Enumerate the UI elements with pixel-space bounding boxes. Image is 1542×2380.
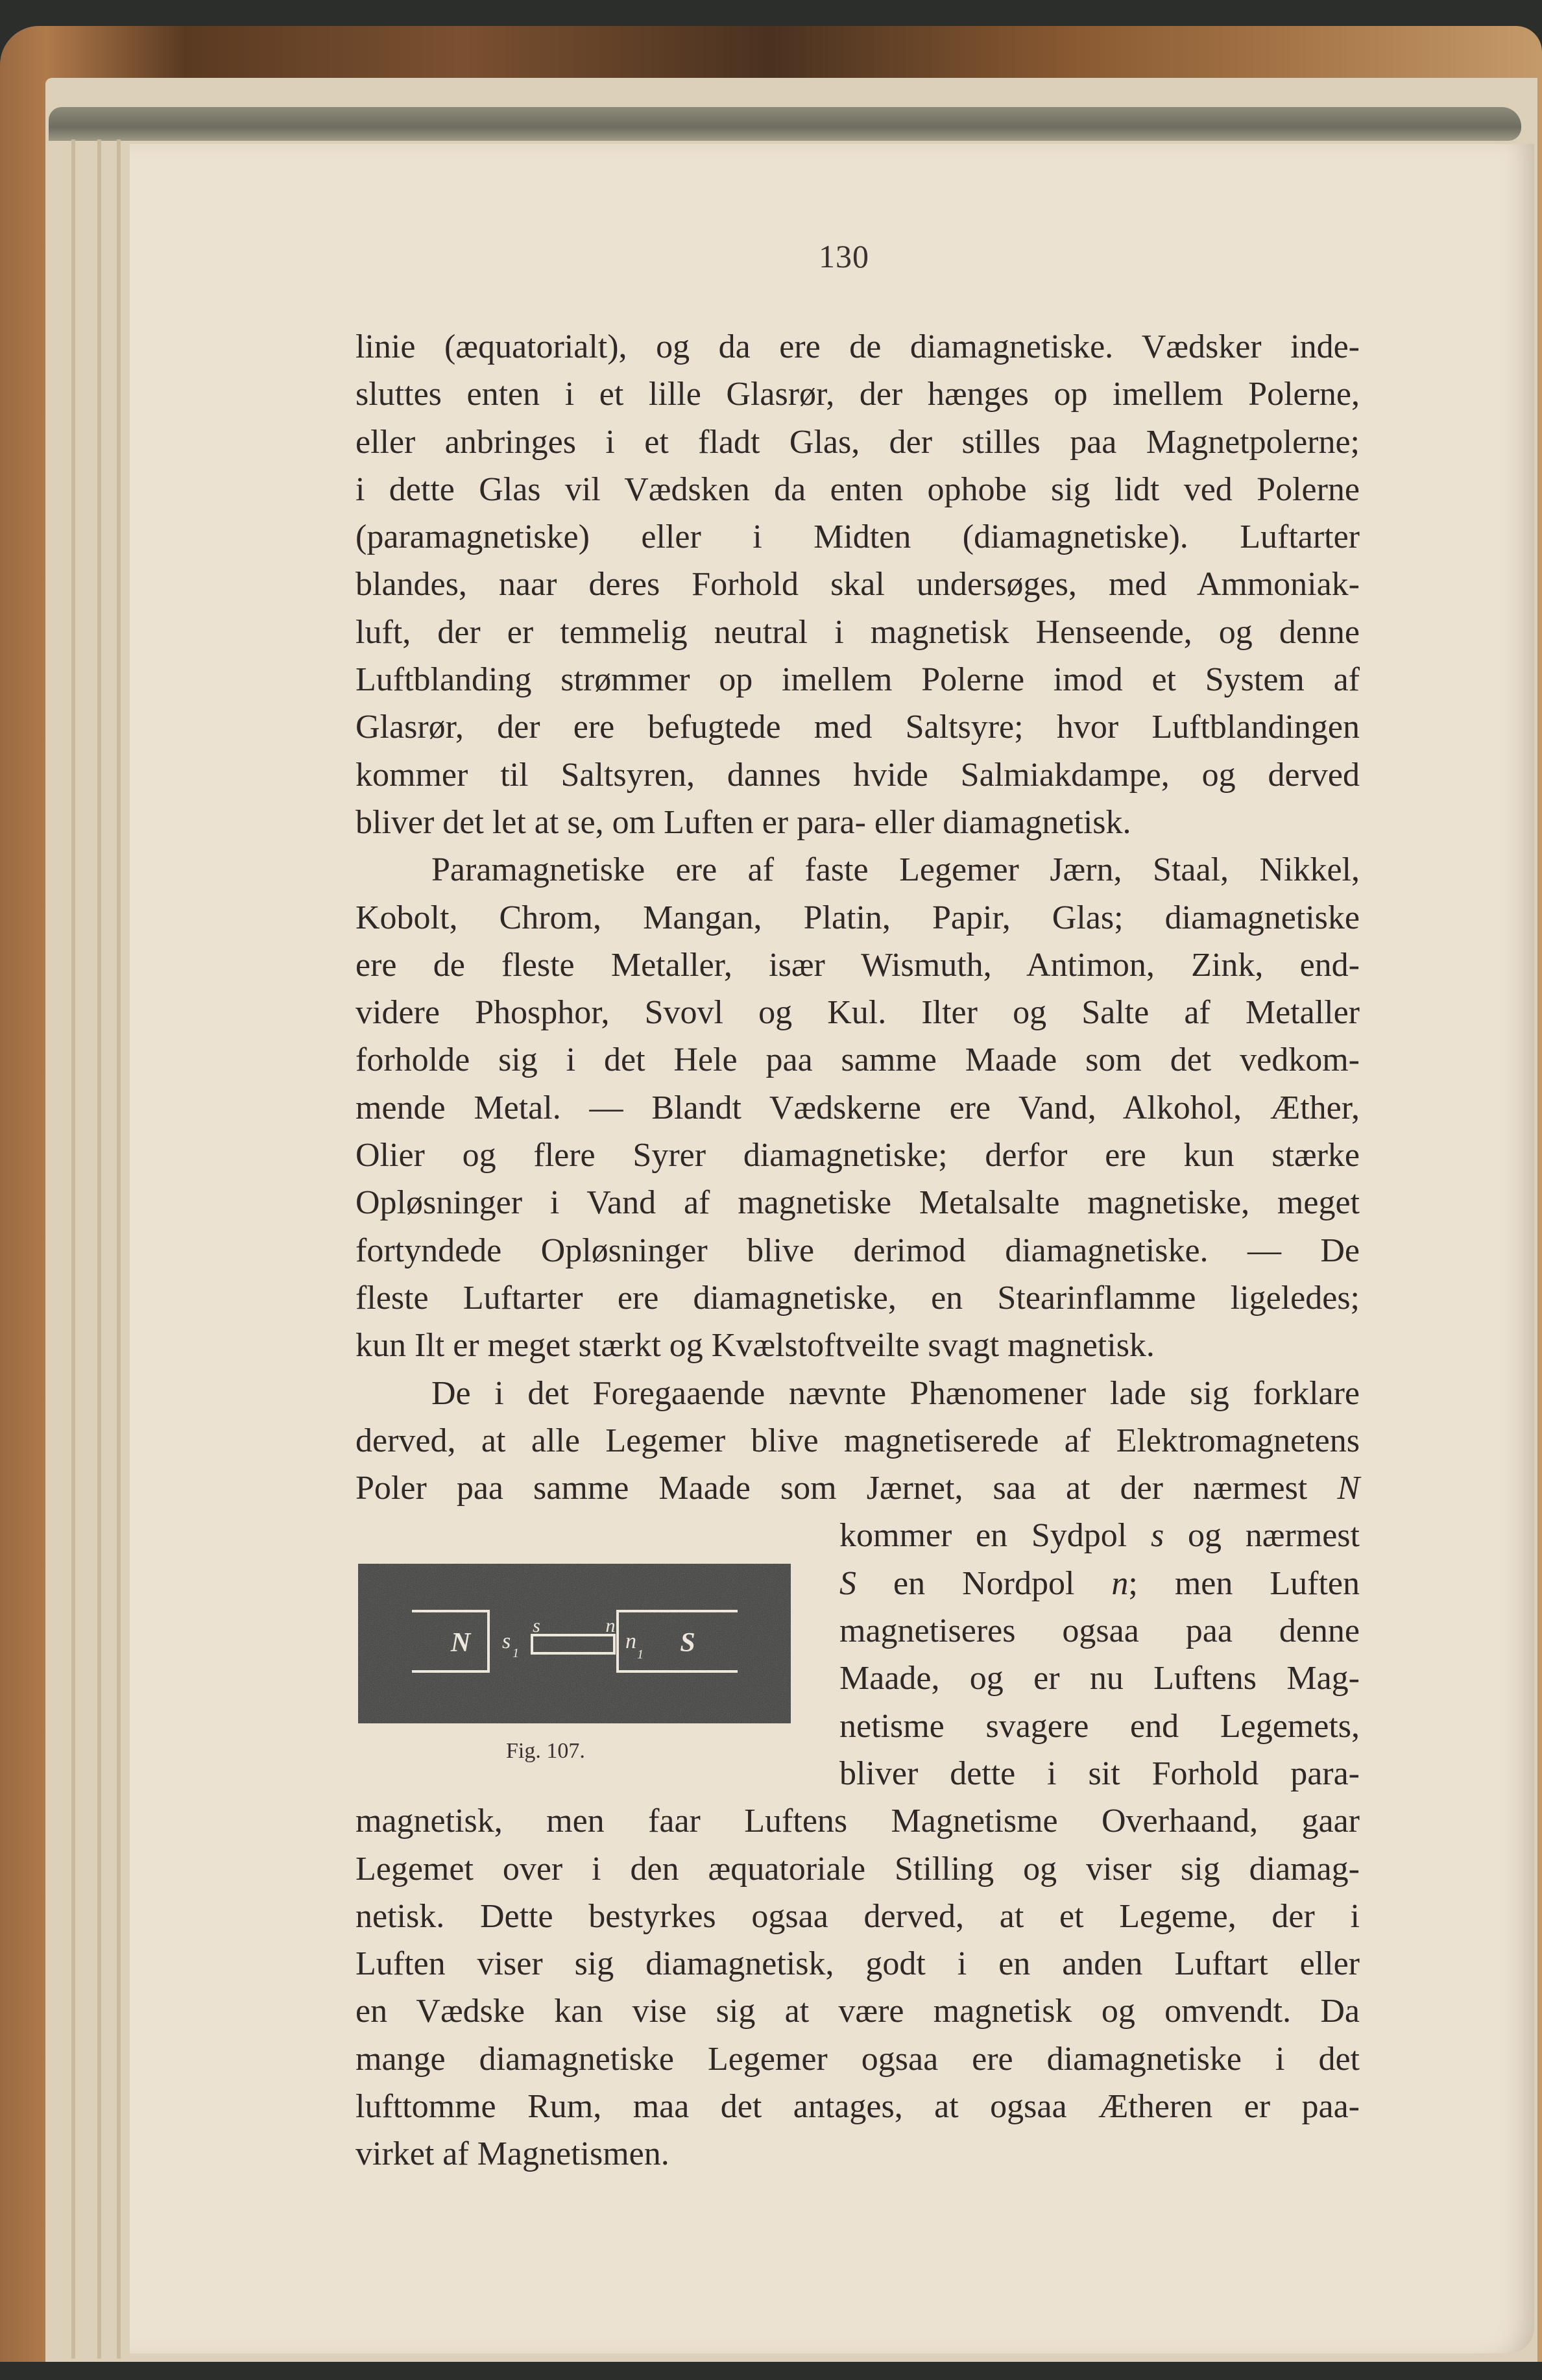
bar-s-label: s — [533, 1615, 540, 1636]
text-line: Luften viser sig diamagnetisk, godt i en anden Luftart eller — [355, 1945, 1360, 1983]
text-line: kommer til Saltsyren, dannes hvide Salmiakdampe, og derved — [355, 756, 1360, 794]
italic-symbol: s — [1151, 1517, 1164, 1555]
text-line: netisme svagere end Legemets, — [839, 1707, 1360, 1745]
s1-subscript: 1 — [512, 1646, 519, 1660]
text-segment: og nærmest — [1164, 1517, 1360, 1555]
text-line: netisk. Dette bestyrkes ogsaa derved, at et Legeme, der i — [355, 1897, 1360, 1935]
text-line — [839, 1512, 1360, 1559]
text-line: kun Ilt er meget stærkt og Kvælstoftveilte svagt magnetisk. — [355, 1327, 1155, 1365]
text-line: Opløsninger i Vand af magnetiske Metalsalte magnetiske, meget — [355, 1184, 1360, 1222]
italic-symbol: n — [1111, 1564, 1129, 1602]
text-line: bliver dette i sit Forhold para- — [839, 1755, 1360, 1792]
text-line: en Vædske kan vise sig at være magnetisk og omvendt. Da — [355, 1993, 1360, 2030]
text-segment: kommer en Sydpol — [839, 1517, 1151, 1555]
text-line: magnetisk, men faar Luftens Magnetisme Overhaand, gaar — [355, 1803, 1360, 1840]
n1-label: n — [625, 1629, 636, 1653]
text-line: Paramagnetiske ere af faste Legemer Jærn, Staal, Nikkel, — [431, 851, 1360, 889]
text-line: i dette Glas vil Vædsken da enten ophobe sig lidt ved Polerne — [355, 470, 1360, 508]
text-line: derved, at alle Legemer blive magnetiserede af Elektromagnetens — [355, 1422, 1360, 1459]
text-line: Luftblanding strømmer op imellem Polerne imod et System af — [355, 661, 1360, 699]
figure-caption: Fig. 107. — [506, 1739, 585, 1763]
text-line — [839, 1560, 1360, 1607]
text-line — [355, 1464, 1360, 1512]
book-headband — [49, 107, 1521, 141]
figure-107-magnet-diagram — [358, 1564, 791, 1723]
text-line: mange diamagnetiske Legemer ogsaa ere diamagnetiske i det — [355, 2040, 1360, 2078]
text-line: De i det Foregaaende nævnte Phænomener lade sig forklare — [431, 1374, 1360, 1412]
text-segment: Poler paa samme Maade som Jærnet, saa at der nærmest — [355, 1470, 1338, 1507]
text-line: videre Phosphor, Svovl og Kul. Ilter og Salte af Metaller — [355, 994, 1360, 1032]
n1-subscript: 1 — [637, 1647, 644, 1662]
text-line: blandes, naar deres Forhold skal undersøges, med Ammoniak- — [355, 566, 1360, 603]
italic-symbol: S — [839, 1564, 856, 1602]
text-line: virket af Magnetismen. — [355, 2135, 669, 2173]
text-line: ere de fleste Metaller, især Wismuth, Antimon, Zink, end- — [355, 946, 1360, 984]
text-segment: en Nordpol — [856, 1564, 1112, 1602]
page-number: 130 — [819, 238, 869, 274]
text-line: fleste Luftarter ere diamagnetiske, en Stearinflamme ligeledes; — [355, 1279, 1360, 1317]
text-line: lufttomme Rum, maa det antages, at ogsaa Ætheren er paa- — [355, 2087, 1360, 2125]
text-line: Kobolt, Chrom, Mangan, Platin, Papir, Glas; diamagnetiske — [355, 899, 1360, 936]
text-line: magnetiseres ogsaa paa denne — [839, 1612, 1360, 1650]
text-segment: ; men Luften — [1128, 1564, 1360, 1602]
s1-label: s — [502, 1629, 511, 1653]
body-text — [355, 323, 1360, 2178]
text-line: luft, der er temmelig neutral i magnetisk Henseende, og denne — [355, 613, 1360, 651]
text-line: Legemet over i den æquatoriale Stilling og viser sig diamag- — [355, 1850, 1360, 1888]
text-line: Maade, og er nu Luftens Mag- — [839, 1660, 1360, 1697]
text-line: bliver det let at se, om Luften er para- eller diamagnetisk. — [355, 803, 1131, 841]
text-line: eller anbringes i et fladt Glas, der stilles paa Magnetpolerne; — [355, 423, 1360, 461]
text-line: fortyndede Opløsninger blive derimod diamagnetiske. — De — [355, 1232, 1360, 1269]
text-line: forholde sig i det Hele paa samme Maade som det vedkom- — [355, 1041, 1360, 1079]
south-pole-label: S — [680, 1628, 695, 1658]
italic-symbol: N — [1337, 1470, 1360, 1507]
text-line: sluttes enten i et lille Glasrør, der hænges op imellem Polerne, — [355, 376, 1360, 413]
text-line: Glasrør, der ere befugtede med Saltsyre; hvor Luftblandingen — [355, 709, 1360, 746]
text-line: linie (æquatorialt), og da ere de diamagnetiske. Vædsker inde- — [355, 328, 1360, 365]
north-pole-label: N — [450, 1628, 471, 1658]
bar-n-label: n — [605, 1615, 616, 1636]
text-line: (paramagnetiske) eller i Midten (diamagnetiske). Luftarter — [355, 518, 1360, 556]
text-line: mende Metal. — Blandt Vædskerne ere Vand, Alkohol, Æther, — [355, 1089, 1360, 1126]
page-edge-line — [97, 140, 101, 2359]
page-edge-line — [117, 140, 121, 2359]
page-edge-line — [71, 140, 75, 2359]
text-line: Olier og flere Syrer diamagnetiske; derfor ere kun stærke — [355, 1137, 1360, 1174]
